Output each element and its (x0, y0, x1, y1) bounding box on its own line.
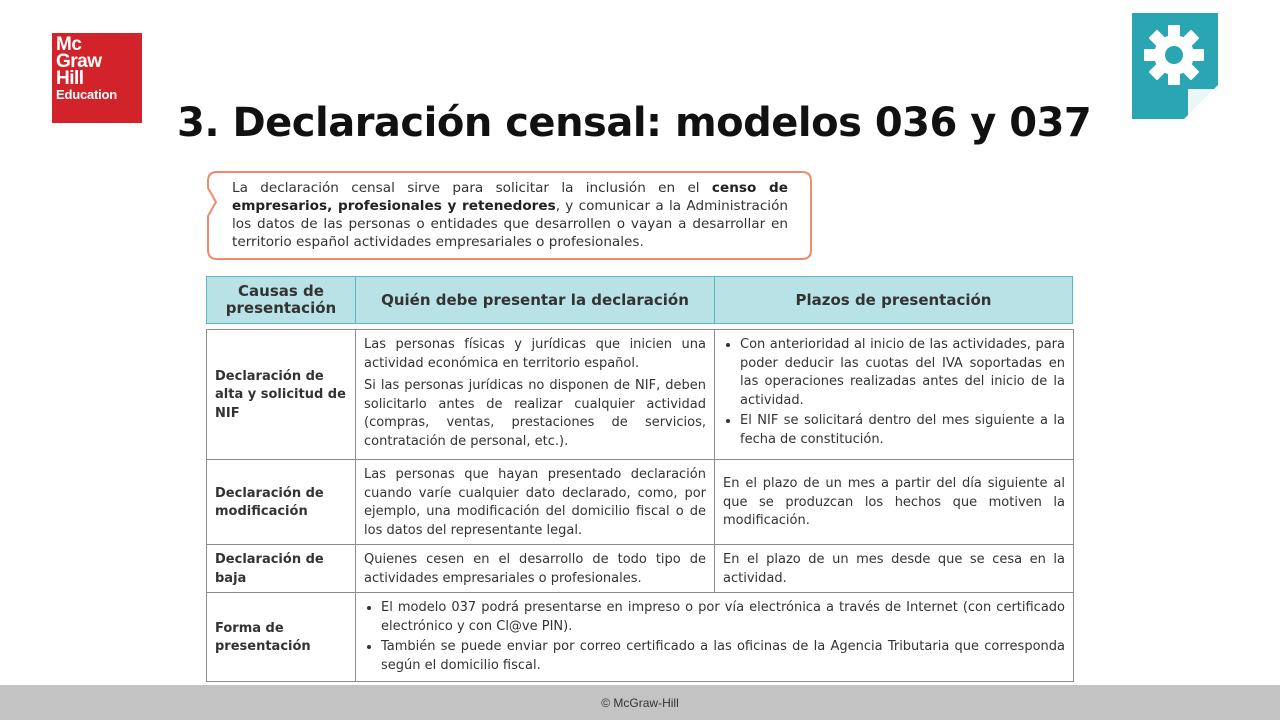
logo-line-1: Mc (56, 34, 82, 55)
who-cell (356, 330, 715, 460)
note-bullet: • También se puede enviar por correo certificado a las oficinas de la Agencia Tributaria que corresponda según el domicilio fiscal. (381, 638, 1065, 675)
declaration-table (206, 329, 1074, 682)
cause-cell: Declaración de baja (207, 545, 356, 593)
footer-bar (0, 685, 1280, 720)
copyright: © McGraw-Hill (601, 695, 679, 710)
table-header (206, 276, 1073, 324)
logo-line-2: Graw (56, 51, 102, 72)
who-paragraph: Las personas físicas y jurídicas que inicien una actividad económica en territorio español. (364, 337, 706, 371)
who-paragraph: Si las personas jurídicas no disponen de NIF, deben solicitarlo antes de realizar cualquier actividad (compras, ventas, prestaciones de servicios, contratación de personal, etc.). (364, 378, 706, 449)
notes-cell (356, 593, 1074, 682)
deadline-cell (715, 330, 1074, 460)
table-row (207, 460, 1074, 545)
who-cell: Las personas que hayan presentado declaración cuando varíe cualquier dato declarado, como, por ejemplo, una modificación del domicilio fiscal o de los datos del representante legal. (356, 460, 715, 545)
cause-cell: Declaración de alta y solicitud de NIF (207, 330, 356, 460)
cause-cell: Declaración de modificación (207, 460, 356, 545)
logo-line-3: Hill (56, 68, 84, 89)
page-title: 3. Declaración censal: modelos 036 y 037 (177, 100, 1092, 146)
logo-education: Education (56, 87, 118, 102)
deadline-cell: En el plazo de un mes a partir del día siguiente al que se produzcan los hechos que motiven la modificación. (715, 460, 1074, 545)
mcgraw-hill-education-logo (52, 33, 142, 123)
header-quien: Quién debe presentar la declaración (356, 277, 715, 323)
deadline-cell: En el plazo de un mes desde que se cesa en la actividad. (715, 545, 1074, 593)
settings-document-icon (1132, 13, 1218, 119)
header-plazos: Plazos de presentación (795, 290, 992, 309)
table-row (207, 330, 1074, 460)
cause-cell: Forma de presentación (207, 593, 356, 682)
deadline-bullet: • Con anterioridad al inicio de las actividades, para poder deducir las cuotas del IVA soportadas en las operaciones realizadas antes del inicio de la actividad. (740, 336, 1065, 410)
table-row (207, 545, 1074, 593)
intro-callout (203, 170, 815, 262)
who-cell: Quienes cesen en el desarrollo de todo tipo de actividades empresariales o profesionales. (356, 545, 715, 593)
deadline-bullet: • El NIF se solicitará dentro del mes siguiente a la fecha de constitución. (740, 412, 1065, 449)
header-causas: Causas de presentación (207, 277, 356, 323)
intro-text: La declaración censal sirve para solicitar la inclusión en el censo de empresarios, profesionales y retenedores, y comunicar a la Administración los datos de las personas o entidades que desarrollen o vayan a desarrollar en territorio español actividades empresariales o profesionales. (232, 180, 788, 250)
note-bullet: • El modelo 037 podrá presentarse en impreso o por vía electrónica a través de Internet (con certificado electrónico y con Cl@ve PIN). (381, 599, 1065, 636)
table-row (207, 593, 1074, 682)
